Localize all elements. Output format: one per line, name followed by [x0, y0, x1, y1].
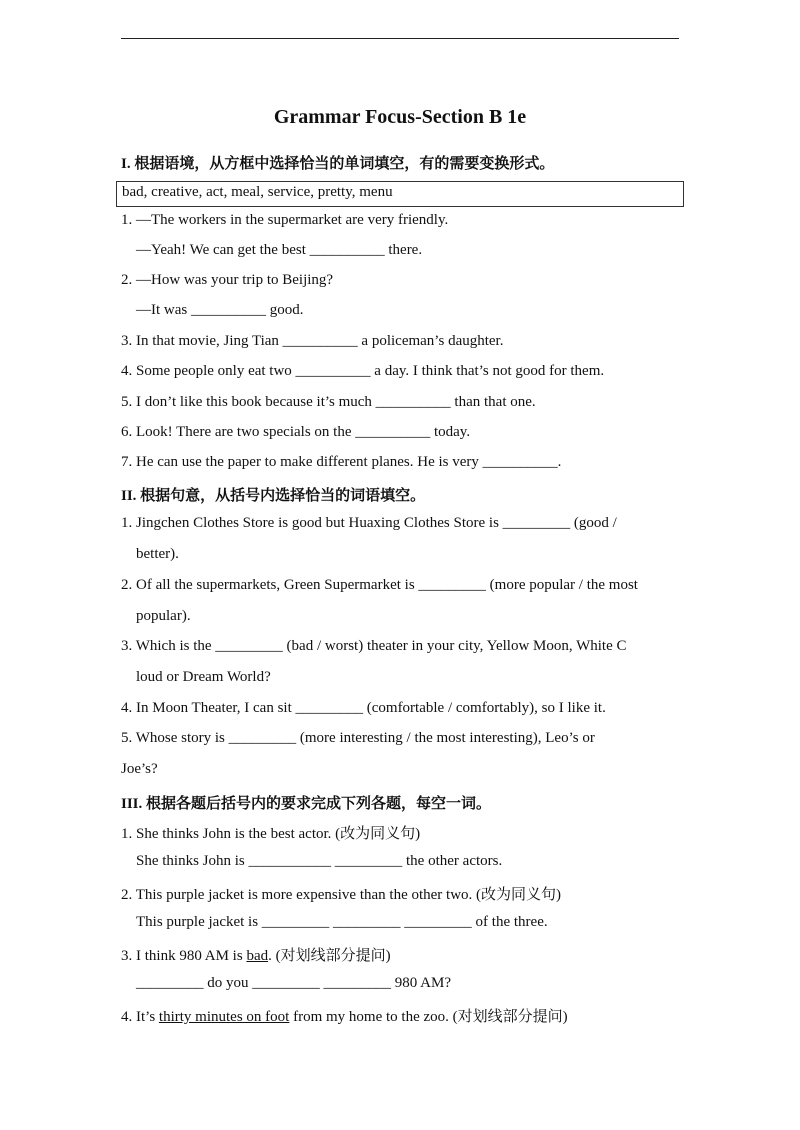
- s3-q3-answer: _________ do you _________ _________ 980 AM?: [136, 975, 451, 991]
- s2-line: better).: [136, 546, 179, 562]
- s3-q3: [121, 944, 391, 965]
- header-rule: [121, 38, 679, 39]
- s2-line: 1. Jingchen Clothes Store is good but Huaxing Clothes Store is _________ (good /: [121, 515, 617, 531]
- page-title: Grammar Focus-Section B 1e: [273, 106, 527, 128]
- s1-line: 5. I don’t like this book because it’s much __________ than that one.: [121, 394, 536, 410]
- s3-q3-text: 3. I think 980 AM is: [121, 948, 247, 964]
- s1-line: 7. He can use the paper to make different planes. He is very __________.: [121, 454, 562, 470]
- s2-line: 4. In Moon Theater, I can sit _________ (comfortable / comfortably), so I like it.: [121, 700, 606, 716]
- s3-q4: [121, 1005, 568, 1026]
- s3-q2: 2. This purple jacket is more expensive than the other two. (改为同义句): [121, 887, 562, 903]
- s3-q2-answer: This purple jacket is _________ _________ _________ of the three.: [136, 914, 548, 930]
- s3-q1: 1. She thinks John is the best actor. (改为同义句): [121, 826, 421, 842]
- s3-q1-answer: She thinks John is ___________ _________ the other actors.: [136, 853, 503, 869]
- s1-line: —It was __________ good.: [136, 302, 304, 318]
- s1-line: 3. In that movie, Jing Tian __________ a policeman’s daughter.: [121, 333, 504, 349]
- s2-line: popular).: [136, 608, 191, 624]
- word-box: bad, creative, act, meal, service, pretty, menu: [116, 181, 684, 207]
- s1-line: 6. Look! There are two specials on the __________ today.: [121, 424, 471, 440]
- s2-line: 5. Whose story is _________ (more interesting / the most interesting), Leo’s or: [121, 730, 595, 746]
- s3-q3-underlined: bad: [246, 948, 269, 964]
- section-3-heading: III. 根据各题后括号内的要求完成下列各题，每空一词。: [121, 796, 492, 812]
- s2-line: loud or Dream World?: [136, 669, 271, 685]
- s1-line: —Yeah! We can get the best __________ there.: [136, 242, 423, 258]
- s2-line: 3. Which is the _________ (bad / worst) theater in your city, Yellow Moon, White C: [121, 638, 627, 654]
- s1-line: 2. —How was your trip to Beijing?: [121, 272, 334, 288]
- section-2-heading: II. 根据句意，从括号内选择恰当的词语填空。: [121, 488, 426, 504]
- section-1-heading: I. 根据语境，从方框中选择恰当的单词填空，有的需要变换形式。: [121, 156, 555, 172]
- s3-q3-instruction: . (对划线部分提问): [268, 948, 391, 964]
- s1-line: 4. Some people only eat two __________ a day. I think that’s not good for them.: [121, 363, 605, 379]
- s3-q4-underlined: thirty minutes on foot: [158, 1009, 290, 1025]
- s3-q4-text: 4. It’s: [121, 1009, 159, 1025]
- s3-q4-instruction: from my home to the zoo. (对划线部分提问): [289, 1009, 568, 1025]
- s2-line: 2. Of all the supermarkets, Green Supermarket is _________ (more popular / the most: [121, 577, 638, 593]
- s1-line: 1. —The workers in the supermarket are very friendly.: [121, 212, 449, 228]
- s2-line: Joe’s?: [121, 761, 158, 777]
